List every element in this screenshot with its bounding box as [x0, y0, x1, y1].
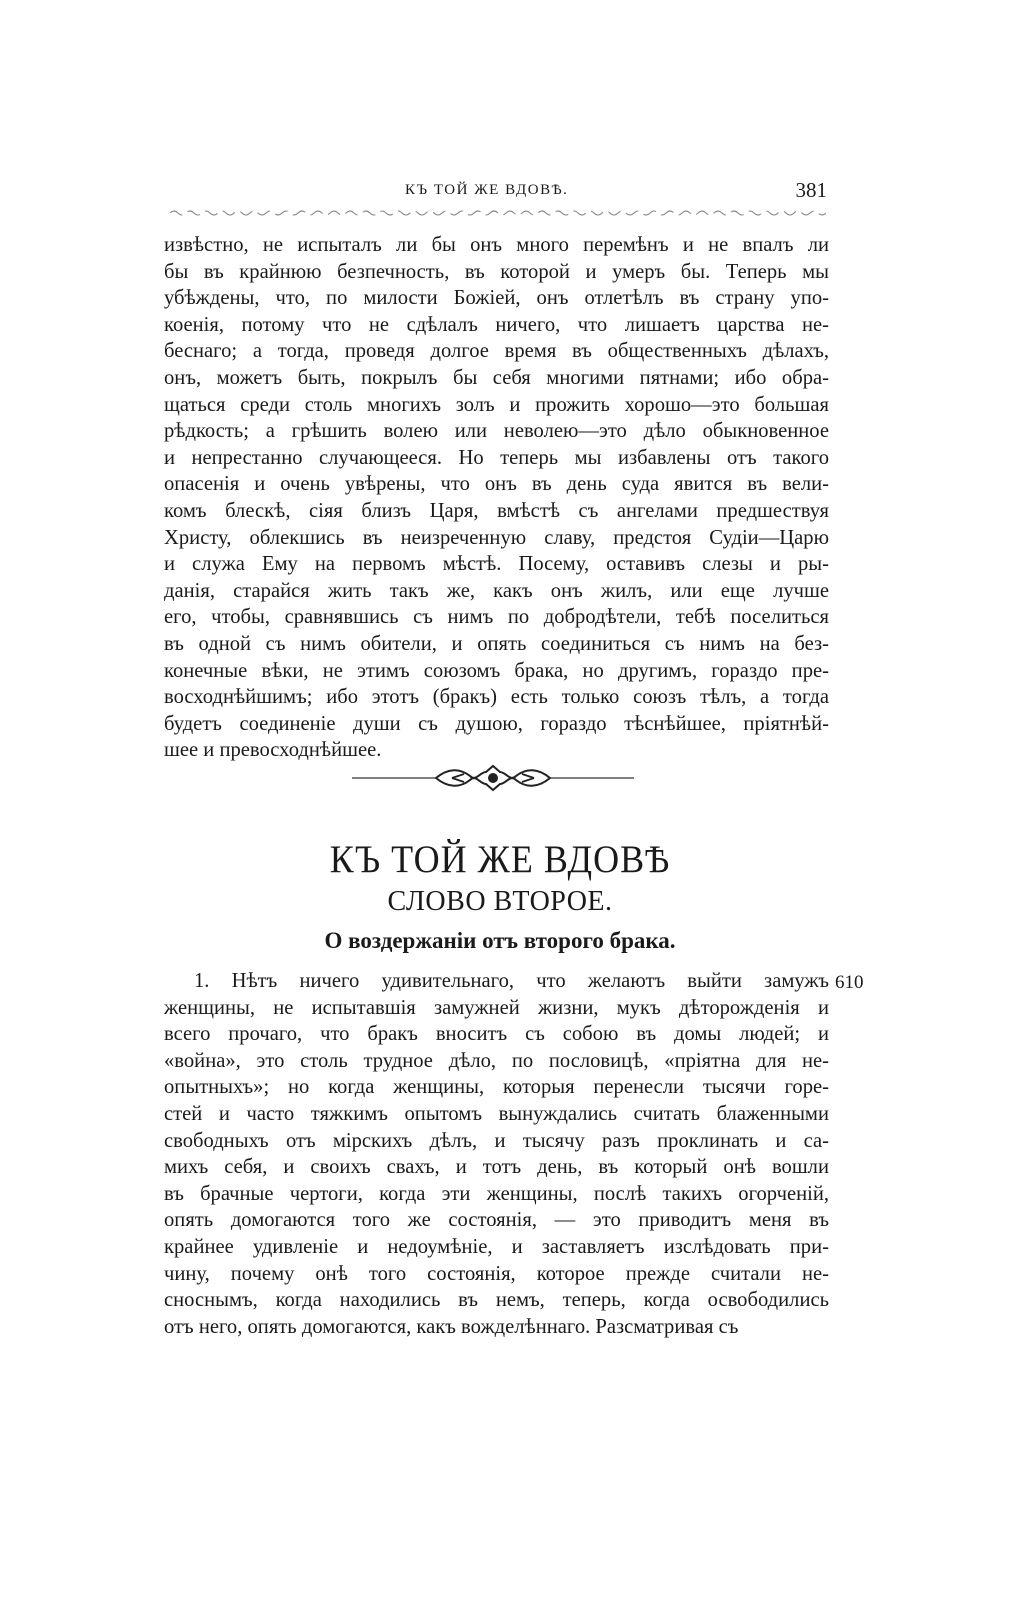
text-line: восходнѣйшимъ; ибо этотъ (бракъ) есть только союзъ тѣлъ, а тогда	[164, 686, 829, 709]
text-line: комъ блескѣ, сіяя близъ Царя, вмѣстѣ съ ангелами предшествуя	[164, 499, 829, 522]
text-line: «война», это столь трудное дѣло, по пословицѣ, «пріятна для не-	[164, 1049, 829, 1072]
text-line: опасенія и очень увѣрены, что онъ въ день суда явится въ вели-	[164, 473, 829, 496]
text-line: его, чтобы, сравнявшись съ нимъ по добродѣтели, тебѣ поселиться	[164, 606, 829, 629]
text-line: щаться среди столь многихъ золъ и прожить хорошо—это большая	[164, 393, 829, 416]
text-line: опытныхъ»; но когда женщины, которыя перенесли тысячи горе-	[164, 1076, 829, 1099]
text-line: 1. Нѣтъ ничего удивительнаго, что желаютъ выйти замужъ	[194, 970, 829, 992]
text-line: михъ себя, и своихъ свахъ, и тотъ день, въ который онѣ вошли	[164, 1156, 829, 1179]
text-line: беснаго; а тогда, проведя долгое время въ общественныхъ дѣлахъ,	[164, 340, 829, 363]
text-line: опять домогаются того же состоянія, — это приводитъ меня въ	[164, 1209, 829, 1232]
text-line: шее и превосходнѣйшее.	[164, 739, 382, 762]
margin-reference: 610	[835, 972, 864, 993]
page-number: 381	[795, 178, 827, 202]
text-line: и служа Ему на первомъ мѣстѣ. Посему, оставивъ слезы и ры-	[164, 553, 829, 576]
text-line: всего прочаго, что бракъ вноситъ съ собою въ домы людей; и	[164, 1023, 829, 1046]
text-line: онъ, можетъ быть, покрылъ бы себя многими пятнами; ибо обра-	[164, 366, 829, 389]
text-line: въ брачные чертоги, когда эти женщины, послѣ такихъ огорченій,	[164, 1182, 829, 1205]
text-line: въ одной съ нимъ обители, и опять соединиться съ нимъ на без-	[164, 632, 829, 655]
text-line: убѣждены, что, по милости Божіей, онъ отлетѣлъ въ страну упо-	[164, 287, 829, 310]
header-rule	[170, 208, 826, 218]
text-line: женщины, не испытавшія замужней жизни, мукъ дѣторожденія и	[164, 996, 829, 1019]
text-line: рѣдкость; а грѣшить волею или неволею—это дѣло обыкновенное	[164, 420, 829, 443]
ornament-divider-icon	[352, 762, 634, 794]
text-line: стей и часто тяжкимъ опытомъ вынуждались считать блаженными	[164, 1102, 829, 1125]
text-line: чину, почему онѣ того состоянія, которое прежде считали не-	[164, 1262, 829, 1285]
text-line: крайнее удивленіе и недоумѣніе, и заставляетъ изслѣдовать при-	[164, 1235, 829, 1258]
text-line: Христу, облекшись въ неизреченную славу, предстоя Судіи—Царю	[164, 526, 829, 549]
text-line: коенія, потому что не сдѣлалъ ничего, что лишаетъ царства не-	[164, 313, 829, 336]
text-line: сноснымъ, когда находились въ немъ, теперь, когда освободились	[164, 1289, 829, 1312]
text-line: извѣстно, не испыталъ ли бы онъ много перемѣнъ и не впалъ ли	[164, 234, 829, 256]
text-line: бы въ крайнюю безпечность, въ которой и умеръ бы. Теперь мы	[164, 260, 829, 283]
text-line: будетъ соединеніе души съ душою, гораздо тѣснѣйшее, пріятнѣй-	[164, 712, 829, 735]
text-line: и непрестанно случающееся. Но теперь мы избавлены отъ такого	[164, 446, 829, 469]
section-title: КЪ ТОЙ ЖЕ ВДОВѢ	[329, 837, 671, 881]
running-title: КЪ ТОЙ ЖЕ ВДОВѢ.	[405, 182, 569, 198]
paragraph-continued	[164, 232, 829, 764]
text-line: свободныхъ отъ мірскихъ дѣлъ, и тысячу разъ проклинать и са-	[164, 1129, 829, 1152]
running-head	[165, 178, 827, 208]
text-line: конечные вѣки, не этимъ союзомъ брака, но другимъ, гораздо пре-	[164, 659, 829, 682]
section-subtitle: СЛОВО ВТОРОЕ.	[387, 886, 613, 917]
text-line: отъ него, опять домогаются, какъ вожделѣннаго. Разсматривая съ	[164, 1315, 739, 1338]
paragraph-1	[164, 968, 829, 1340]
text-line: данія, старайся жить такъ же, какъ онъ жилъ, или еще лучше	[164, 579, 829, 602]
section-topic: О воздержаніи отъ второго брака.	[324, 928, 676, 953]
